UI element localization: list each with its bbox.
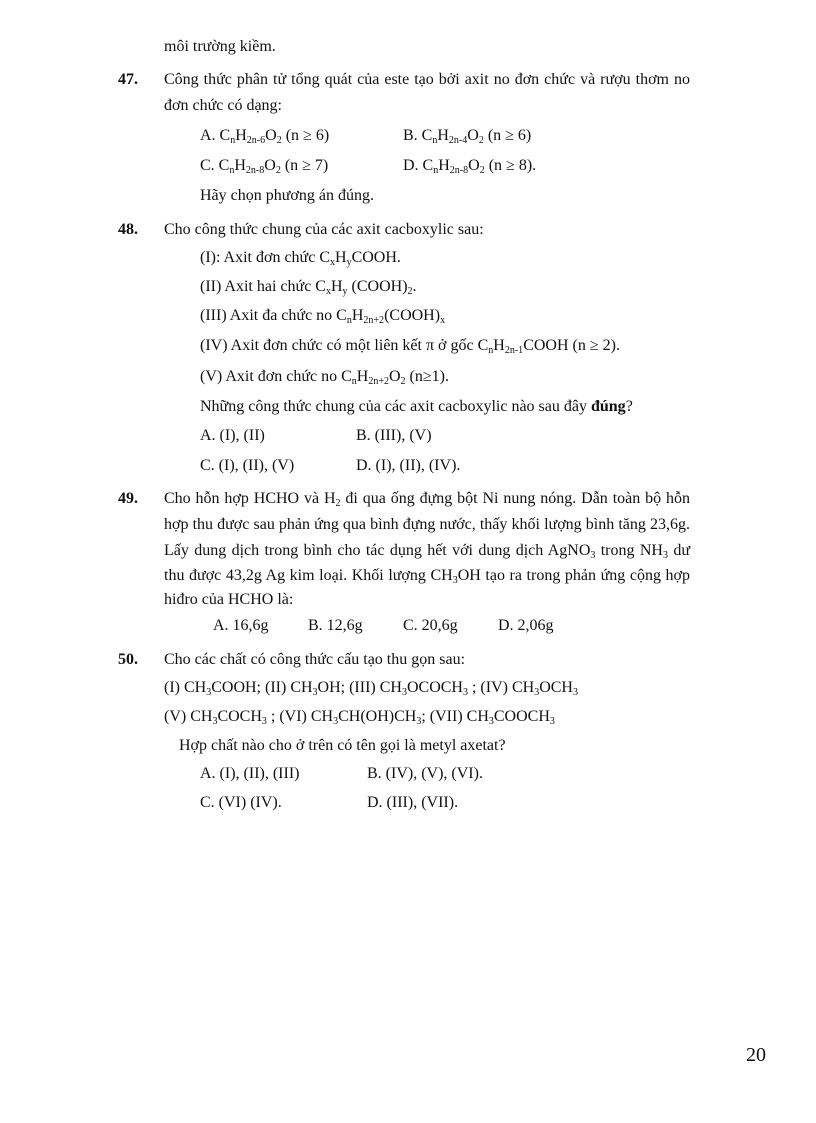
q50-formula-1-part-4: OH; (III) CH xyxy=(317,679,402,696)
q50-formula-2-part-9: 3 xyxy=(488,716,494,727)
q50-formula-2-part-2: COCH xyxy=(217,708,262,725)
q50-formula-2-part-10: COOCH xyxy=(493,708,550,725)
q50-formula-2-part-3: 3 xyxy=(261,716,267,727)
q50-formula-line-1 xyxy=(164,678,578,698)
q50-option-d: D. (III), (VII). xyxy=(367,794,459,811)
q48-option-c: C. (I), (II), (V) xyxy=(200,457,295,474)
q50-question: Hợp chất nào cho ở trên có tên gọi là metyl axetat? xyxy=(179,737,506,754)
q50-intro: Cho các chất có công thức cấu tạo thu gọn sau: xyxy=(164,651,466,668)
q50-formula-1-part-11: 3 xyxy=(572,687,578,698)
q48-option-d: D. (I), (II), (IV). xyxy=(356,457,461,474)
q48-intro: Cho công thức chung của các axit cacboxylic sau: xyxy=(164,221,484,238)
q50-formula-2-part-5: 3 xyxy=(333,716,339,727)
q49-option-a: A. 16,6g xyxy=(213,617,269,634)
q50-formula-1-part-9: 3 xyxy=(534,687,540,698)
q50-formula-2-part-11: 3 xyxy=(549,716,555,727)
q47-text-line-2: đơn chức có dạng: xyxy=(164,97,282,114)
page-number: 20 xyxy=(746,1044,766,1066)
q49-option-b: B. 12,6g xyxy=(308,617,363,634)
q48-item-iii: (III) Axit đa chức no $C_nH_{2n+2}(COOH)_x$ xyxy=(200,307,446,326)
q50-formula-2-part-6: CH(OH)CH xyxy=(338,708,417,725)
question-number-49: 49. xyxy=(118,490,138,507)
q49-text-line-3: Lấy dung dịch trong bình cho tác dụng hết với dung dịch AgNO$_3$ trong $NH_3$ dư xyxy=(164,542,691,561)
q50-formula-1-part-7: 3 xyxy=(462,687,468,698)
q49-text-line-2: hợp thu được sau phản ứng qua bình đựng nước, thấy khối lượng bình tăng 23,6g. xyxy=(164,516,690,533)
q47-instruction: Hãy chọn phương án đúng. xyxy=(200,187,374,204)
q49-text-line-4: thu được 43,2g Ag kim loại. Khối lượng $CH_3OH$ tạo ra trong phản ứng cộng hợp xyxy=(164,567,690,586)
q50-formula-2-part-0: (V) CH xyxy=(164,708,213,725)
q50-formula-2-part-1: 3 xyxy=(212,716,218,727)
q49-option-c: C. 20,6g xyxy=(403,617,458,634)
q50-formula-line-2 xyxy=(164,707,555,727)
q48-option-b: B. (III), (V) xyxy=(356,427,432,444)
q50-formula-1-part-5: 3 xyxy=(401,687,407,698)
q47-option-c: C. $C_nH_{2n-8}O_2$ (n ≥ 7) xyxy=(200,157,329,176)
q50-formula-1-part-0: (I) CH xyxy=(164,679,207,696)
q47-option-b: B. $C_nH_{2n-4}O_2$ (n ≥ 6) xyxy=(403,127,532,146)
q49-text-line-5: hiđro của HCHO là: xyxy=(164,591,294,608)
q50-option-b: B. (IV), (V), (VI). xyxy=(367,765,483,782)
question-number-50: 50. xyxy=(118,651,138,668)
q50-option-c: C. (VI) (IV). xyxy=(200,794,282,811)
continued-text: môi trường kiềm. xyxy=(164,38,276,55)
q48-item-i: (I): Axit đơn chức $C_xH_yCOOH$. xyxy=(200,249,401,268)
q48-item-iv: (IV) Axit đơn chức có một liên kết π ở gốc $C_nH_{2n-1}COOH$ (n ≥ 2). xyxy=(200,337,620,356)
q50-formula-2-part-4: ; (VI) CH xyxy=(266,708,334,725)
q49-text-line-1: Cho hỗn hợp HCHO và $H_2$ đi qua ống đựng bột Ni nung nóng. Dẫn toàn bộ hỗn xyxy=(164,490,691,509)
q50-formula-1-part-1: 3 xyxy=(206,687,212,698)
q50-formula-2-part-8: ; (VII) CH xyxy=(421,708,489,725)
q47-option-a: A. $C_nH_{2n-6}O_2$ (n ≥ 6) xyxy=(200,127,330,146)
q48-item-ii: (II) Axit hai chức $C_xH_y$ $(COOH)_2$. xyxy=(200,278,417,297)
q47-text-line-1: Công thức phân tử tổng quát của este tạo bởi axit no đơn chức và rượu thơm no xyxy=(164,71,690,88)
q48-option-a: A. (I), (II) xyxy=(200,427,265,444)
question-number-47: 47. xyxy=(118,71,138,88)
q47-option-d: D. $C_nH_{2n-8}O_2$ (n ≥ 8). xyxy=(403,157,537,176)
q48-question: Những công thức chung của các axit cacboxylic nào sau đây đúng? xyxy=(200,398,633,415)
q50-formula-1-part-2: COOH; (II) CH xyxy=(211,679,313,696)
q50-formula-1-part-6: OCOCH xyxy=(406,679,463,696)
q50-formula-1-part-3: 3 xyxy=(312,687,318,698)
q50-formula-1-part-10: OCH xyxy=(539,679,573,696)
q49-option-d: D. 2,06g xyxy=(498,617,554,634)
question-number-48: 48. xyxy=(118,221,138,238)
q48-item-v: (V) Axit đơn chức no $C_nH_{2n+2}O_2$ (n≥1). xyxy=(200,368,449,387)
q50-formula-2-part-7: 3 xyxy=(416,716,422,727)
q50-formula-1-part-8: ; (IV) CH xyxy=(467,679,535,696)
q50-option-a: A. (I), (II), (III) xyxy=(200,765,300,782)
